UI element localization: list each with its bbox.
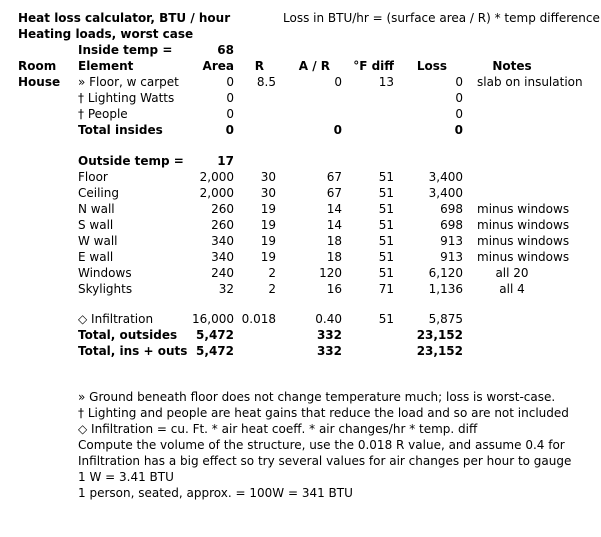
area-cell[interactable]: 340 [211,234,234,248]
header-f-diff: °F diff [353,59,394,73]
element-cell[interactable]: S wall [78,218,114,232]
element-cell[interactable]: Windows [78,266,132,280]
header-notes: Notes [492,59,532,73]
area-cell[interactable]: 0 [226,75,234,89]
footnote: ◇ Infiltration = cu. Ft. * air heat coeff. * air changes/hr * temp. diff [78,422,478,436]
a-over-r-cell[interactable]: 67 [326,186,342,200]
sheet-title: Heat loss calculator, BTU / hour [18,11,231,25]
area-cell[interactable]: 16,000 [192,312,234,326]
area-cell[interactable]: 260 [211,218,234,232]
inside-temp-label: Inside temp = [78,43,173,57]
total-outsides-label: Total, outsides [78,328,178,342]
area-cell[interactable]: 0 [226,91,234,105]
f-diff-cell[interactable]: 51 [378,186,394,200]
a-over-r-cell[interactable]: 14 [326,218,342,232]
a-over-r-cell[interactable]: 0.40 [315,312,342,326]
loss-cell[interactable]: 5,875 [428,312,463,326]
loss-cell[interactable]: 0 [455,91,463,105]
f-diff-cell[interactable]: 51 [378,218,394,232]
r-cell[interactable]: 19 [260,218,276,232]
f-diff-cell[interactable]: 51 [378,170,394,184]
element-cell[interactable]: N wall [78,202,115,216]
footnote: 1 person, seated, approx. = 100W = 341 BTU [78,486,353,500]
f-diff-cell[interactable]: 51 [378,266,394,280]
header-loss: Loss [416,59,447,73]
loss-cell[interactable]: 698 [440,218,463,232]
r-cell[interactable]: 0.018 [241,312,276,326]
formula-text: Loss in BTU/hr = (surface area / R) * temp difference [283,11,600,25]
total-all-area[interactable]: 5,472 [196,344,234,358]
f-diff-cell[interactable]: 13 [378,75,394,89]
element-cell[interactable]: ◇ Infiltration [78,312,154,326]
total-insides-loss[interactable]: 0 [454,123,463,137]
footnote: 1 W = 3.41 BTU [78,470,174,484]
header-a-over-r: A / R [298,59,330,73]
area-cell[interactable]: 340 [211,250,234,264]
f-diff-cell[interactable]: 51 [378,234,394,248]
header-area: Area [202,59,234,73]
r-cell[interactable]: 8.5 [256,75,276,89]
notes-cell[interactable]: minus windows [477,234,570,248]
outside-temp-label: Outside temp = [78,154,184,168]
notes-cell[interactable]: all 20 [495,266,529,280]
loss-cell[interactable]: 1,136 [428,282,463,296]
loss-cell[interactable]: 0 [455,75,463,89]
element-cell[interactable]: E wall [78,250,114,264]
f-diff-cell[interactable]: 51 [378,202,394,216]
element-cell[interactable]: Ceiling [78,186,119,200]
total-outsides-loss[interactable]: 23,152 [416,328,463,342]
a-over-r-cell[interactable]: 0 [334,75,342,89]
a-over-r-cell[interactable]: 67 [326,170,342,184]
loss-cell[interactable]: 698 [440,202,463,216]
area-cell[interactable]: 2,000 [199,170,234,184]
inside-temp-value[interactable]: 68 [217,43,234,57]
notes-cell[interactable]: all 4 [499,282,525,296]
element-cell[interactable]: W wall [78,234,118,248]
header-r: R [254,59,264,73]
r-cell[interactable]: 30 [260,170,276,184]
r-cell[interactable]: 2 [268,282,276,296]
footnote: Compute the volume of the structure, use the 0.018 R value, and assume 0.4 for [78,438,565,452]
f-diff-cell[interactable]: 71 [378,282,394,296]
a-over-r-cell[interactable]: 18 [326,234,342,248]
r-cell[interactable]: 2 [268,266,276,280]
area-cell[interactable]: 32 [218,282,234,296]
footnote: † Lighting and people are heat gains that reduce the load and so are not included [78,406,569,420]
loss-cell[interactable]: 913 [440,234,463,248]
a-over-r-cell[interactable]: 16 [326,282,342,296]
r-cell[interactable]: 30 [260,186,276,200]
total-outsides-area[interactable]: 5,472 [196,328,234,342]
header-room: Room [18,59,57,73]
total-insides-a-over-r[interactable]: 0 [333,123,342,137]
r-cell[interactable]: 19 [260,234,276,248]
total-insides-area[interactable]: 0 [225,123,234,137]
room-house-label: House [18,75,61,89]
footnote: » Ground beneath floor does not change temperature much; loss is worst-case. [78,390,556,404]
outside-temp-value[interactable]: 17 [217,154,234,168]
element-cell[interactable]: † Lighting Watts [78,91,175,105]
notes-cell[interactable]: minus windows [477,218,570,232]
loss-cell[interactable]: 3,400 [428,186,463,200]
total-all-a-over-r[interactable]: 332 [316,344,342,358]
loss-cell[interactable]: 0 [455,107,463,121]
area-cell[interactable]: 240 [211,266,234,280]
element-cell[interactable]: » Floor, w carpet [78,75,179,89]
a-over-r-cell[interactable]: 18 [326,250,342,264]
r-cell[interactable]: 19 [260,202,276,216]
area-cell[interactable]: 0 [226,107,234,121]
area-cell[interactable]: 260 [211,202,234,216]
total-all-label: Total, ins + outs [78,344,188,358]
r-cell[interactable]: 19 [260,250,276,264]
a-over-r-cell[interactable]: 120 [319,266,342,280]
total-all-loss[interactable]: 23,152 [416,344,463,358]
total-insides-label: Total insides [78,123,163,137]
footnote: Infiltration has a big effect so try several values for air changes per hour to gauge [78,454,572,468]
loss-cell[interactable]: 6,120 [428,266,463,280]
total-outsides-a-over-r[interactable]: 332 [316,328,342,342]
notes-cell[interactable]: slab on insulation [477,75,583,89]
f-diff-cell[interactable]: 51 [378,250,394,264]
notes-cell[interactable]: minus windows [477,202,570,216]
area-cell[interactable]: 2,000 [199,186,234,200]
element-cell[interactable]: Floor [78,170,108,184]
loss-cell[interactable]: 3,400 [428,170,463,184]
f-diff-cell[interactable]: 51 [378,312,394,326]
element-cell[interactable]: Skylights [78,282,133,296]
header-element: Element [78,59,134,73]
loss-cell[interactable]: 913 [440,250,463,264]
element-cell[interactable]: † People [78,107,128,121]
sheet-subtitle: Heating loads, worst case [18,27,194,41]
notes-cell[interactable]: minus windows [477,250,570,264]
a-over-r-cell[interactable]: 14 [326,202,342,216]
